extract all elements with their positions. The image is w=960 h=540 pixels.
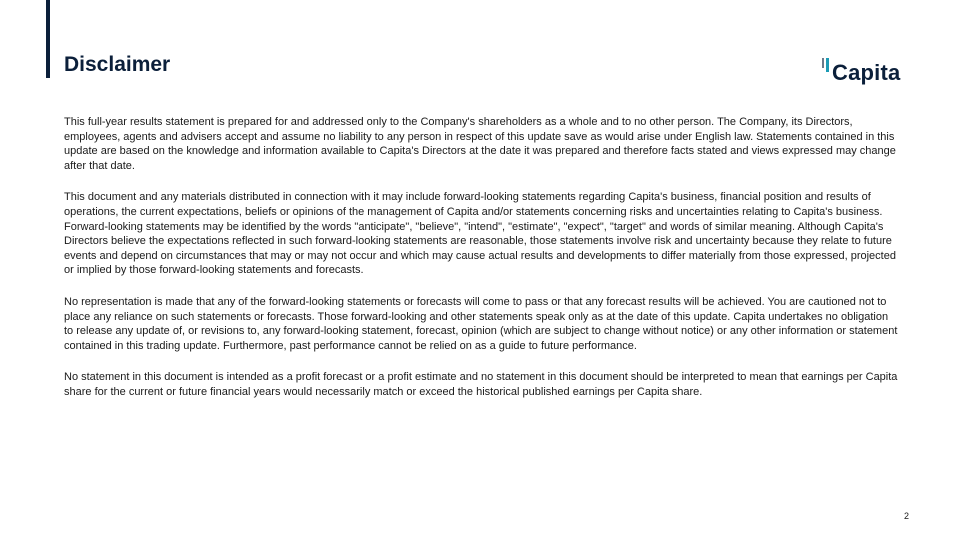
logo-mark-icon: [822, 58, 832, 72]
capita-logo: [822, 56, 922, 88]
title-accent-bar: [46, 0, 50, 78]
paragraph-1: This full-year results statement is prepared for and addressed only to the Company's shareholders as a whole and to no other person. The Company, its Directors, employees, agents and advisers accept and assume no liability to any person in respect of this update save as would arise under English law. Statements contained in this update are based on the knowledge and information available to Capita's Directors at the date it was prepared and therefore facts stated and views expressed may change after that date.: [64, 116, 896, 172]
page-number: 2: [904, 511, 910, 521]
logo-text: Capita: [832, 60, 901, 85]
page-title: Disclaimer: [64, 53, 171, 76]
disclaimer-body: [64, 115, 898, 417]
paragraph-2: This document and any materials distributed in connection with it may include forward-looking statements regarding Capita's business, financial position and results of operations, the current expectations, beliefs or opinions of the management of Capita and/or statements concerning risks and uncertainties relating to Capita's business. Forward-looking statements may be identified by the words "anticipate", "believe", "intend", "estimate", "expect", "target" and words of similar meaning. Although Capita's Directors believe the expectations reflected in such forward-looking statements are reasonable, those statements involve risk and uncertainty because they relate to future events and depend on circumstances that may or may not occur and which may cause actual results and developments to differ materially from those expressed, projected or implied by those forward-looking statements and forecasts.: [64, 191, 896, 277]
paragraph-4: No statement in this document is intended as a profit forecast or a profit estimate and no statement in this document should be interpreted to mean that earnings per Capita share for the current or future financial years would necessarily match or exceed the historical published earnings per Capita share.: [64, 371, 898, 398]
paragraph-3: No representation is made that any of the forward-looking statements or forecasts will come to pass or that any forecast results will be achieved. You are cautioned not to place any reliance on such statements or forecasts. Those forward-looking and other statements speak only as at the date of this update. Capita undertakes no obligation to release any update of, or revisions to, any forward-looking statement, forecast, opinion (which are subject to change without notice) or any other information or statement contained in this trading update. Furthermore, past performance cannot be relied on as a guide to future performance.: [64, 295, 898, 352]
